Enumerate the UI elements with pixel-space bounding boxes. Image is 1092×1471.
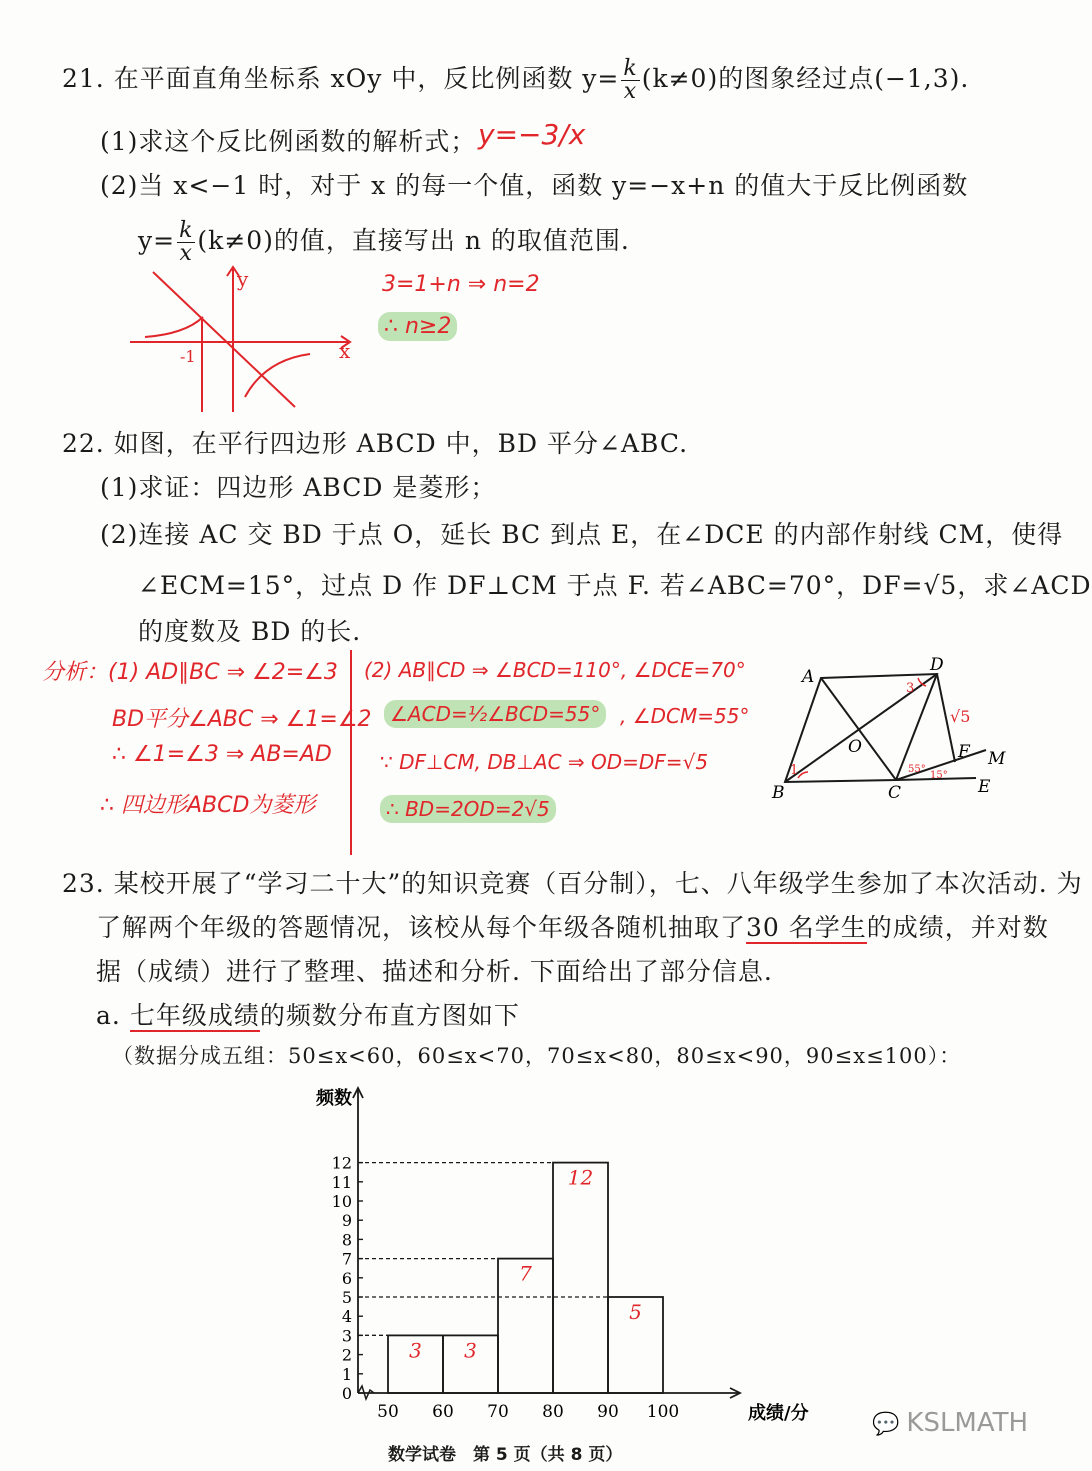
q22-note-right-4: ∵ DF⊥CM, DB⊥AC ⇒ OD=DF=√5 [380,750,709,774]
q22-note-right-2: ∠ACD=½∠BCD=55° [384,700,606,728]
label-sqrt5: √5 [950,707,971,726]
x-tick-label: 50 [377,1402,399,1422]
q23-underline-grade7: 七年级成绩 [129,1001,260,1030]
page-footer: 数学试卷 第 5 页（共 8 页） [388,1445,623,1465]
grade7-frequency-histogram [290,1078,809,1424]
q21-sketch-graph [125,262,365,417]
q22-note-right-3: , ∠DCM=55° [620,704,750,728]
y-tick-label: 0 [341,1384,352,1403]
line-y-neg-x-plus-n [153,272,295,407]
label-angle-1: 1 [790,763,799,778]
label-angle-55: 55° [908,764,926,775]
q23-line2: 了解两个年级的答题情况，该校从每个年级各随机抽取了30 名学生的成绩，并对数 [96,913,1049,942]
fraction-k-over-x: $\frac{k}{x}$ [623,56,638,104]
x-tick-label: 80 [542,1402,564,1422]
label-angle-3: 3 [906,681,915,696]
q22-part1: (1)求证：四边形 ABCD 是菱形； [100,473,497,502]
label-C: C [888,783,902,803]
q21-title: 21. 在平面直角坐标系 xOy 中，反比例函数 y= $\frac{k}{x}$ (k≠0)的图象经过点(−1,3). [62,56,970,104]
y-tick-label: 1 [341,1364,352,1384]
label-O: O [848,737,862,757]
histogram-bar [553,1163,608,1393]
q22-part2-line3: 的度数及 BD 的长. [138,617,362,646]
y-tick-label: 8 [341,1230,352,1250]
q21-part1: (1)求这个反比例函数的解析式； [100,127,477,156]
q22-part2-line2: ∠ECM=15°，过点 D 作 DF⊥CM 于点 F. 若∠ABC=70°，DF=√5，求∠ACD [138,571,1092,600]
graph-neg1-label: -1 [180,347,196,366]
bar-annotation: 7 [519,1261,532,1286]
bar-annotation: 12 [567,1165,594,1190]
y-tick-label: 6 [341,1268,352,1288]
graph-y-label: y [237,267,249,291]
q22-note-right-1: (2) AB∥CD ⇒ ∠BCD=110°, ∠DCE=70° [364,658,746,682]
q22-note-left-2: BD平分∠ABC ⇒ ∠1=∠2 [112,707,372,732]
notes-divider [350,650,352,855]
diagonal-ac [821,678,896,780]
label-D: D [930,655,944,675]
y-axis-title: 频数 [316,1088,352,1109]
bar-annotation: 3 [464,1338,477,1363]
y-tick-label: 7 [341,1249,352,1269]
y-tick-label: 11 [331,1172,352,1192]
q22-rhombus-figure [768,650,1028,805]
y-tick-label: 9 [341,1211,352,1231]
q23-title: 23. 某校开展了“学习二十大”的知识竞赛（百分制），七、八年级学生参加了本次活动. 为 [62,869,1083,898]
label-angle-15: 15° [930,770,948,781]
q22-note-left-1: 分析：(1) AD∥BC ⇒ ∠2=∠3 [42,660,338,685]
q23-line3: 据（成绩）进行了整理、描述和分析. 下面给出了部分信息. [96,957,773,986]
label-F: F [958,742,970,762]
y-tick-label: 2 [341,1345,352,1365]
y-tick-label: 4 [341,1307,352,1327]
q22-title: 22. 如图，在平行四边形 ABCD 中，BD 平分∠ABC. [62,429,689,458]
y-tick-label: 3 [341,1326,352,1346]
q23-part-a: a. 七年级成绩的频数分布直方图如下 [96,1001,520,1030]
label-M: M [988,749,1006,769]
q21-part1-answer: y=−3/x [478,118,586,151]
chat-bubble-icon: 💬 [872,1412,907,1437]
q22-note-right-5: ∴ BD=2OD=2√5 [380,795,556,823]
q21-part2-cont: y= $\frac{k}{x}$ (k≠0)的值，直接写出 n 的取值范围. [138,218,630,266]
q21-part2: (2)当 x<−1 时，对于 x 的每一个值，函数 y=−x+n 的值大于反比例函数 [100,171,969,200]
bar-annotation: 3 [409,1338,422,1363]
q21-note-equation: 3=1+n ⇒ n=2 [382,272,540,297]
q23-groups: （数据分成五组：50≤x<60，60≤x<70，70≤x<80，80≤x<90，90≤x≤100）： [112,1044,962,1068]
q21-note-answer: ∴ n≥2 [378,312,457,341]
y-tick-label: 10 [331,1192,352,1211]
watermark: 💬 KSLMATH [872,1408,1029,1438]
q22-note-left-4: ∴ 四边形ABCD为菱形 [100,793,316,818]
x-tick-label: 70 [487,1402,509,1422]
x-tick-label: 60 [432,1402,454,1422]
bar-annotation: 5 [629,1300,642,1324]
fraction-k-over-x-2: $\frac{k}{x}$ [179,218,194,266]
label-A: A [802,667,815,687]
x-tick-label: 90 [597,1402,619,1422]
hyperbola-branch-left [145,317,203,337]
label-B: B [772,783,785,803]
x-tick-label: 100 [646,1402,680,1422]
q22-note-left-3: ∴ ∠1=∠3 ⇒ AB=AD [112,742,332,767]
y-tick-label: 12 [331,1153,352,1173]
q23-underline-30: 30 名学生 [746,913,867,942]
y-tick-label: 5 [341,1288,352,1307]
q22-part2-line1: (2)连接 AC 交 BD 于点 O，延长 BC 到点 E，在∠DCE 的内部作射线 CM，使得 [100,520,1064,549]
graph-x-label: x [339,339,351,363]
label-E: E [978,777,991,797]
x-axis-title: 成绩/分 [748,1403,809,1424]
